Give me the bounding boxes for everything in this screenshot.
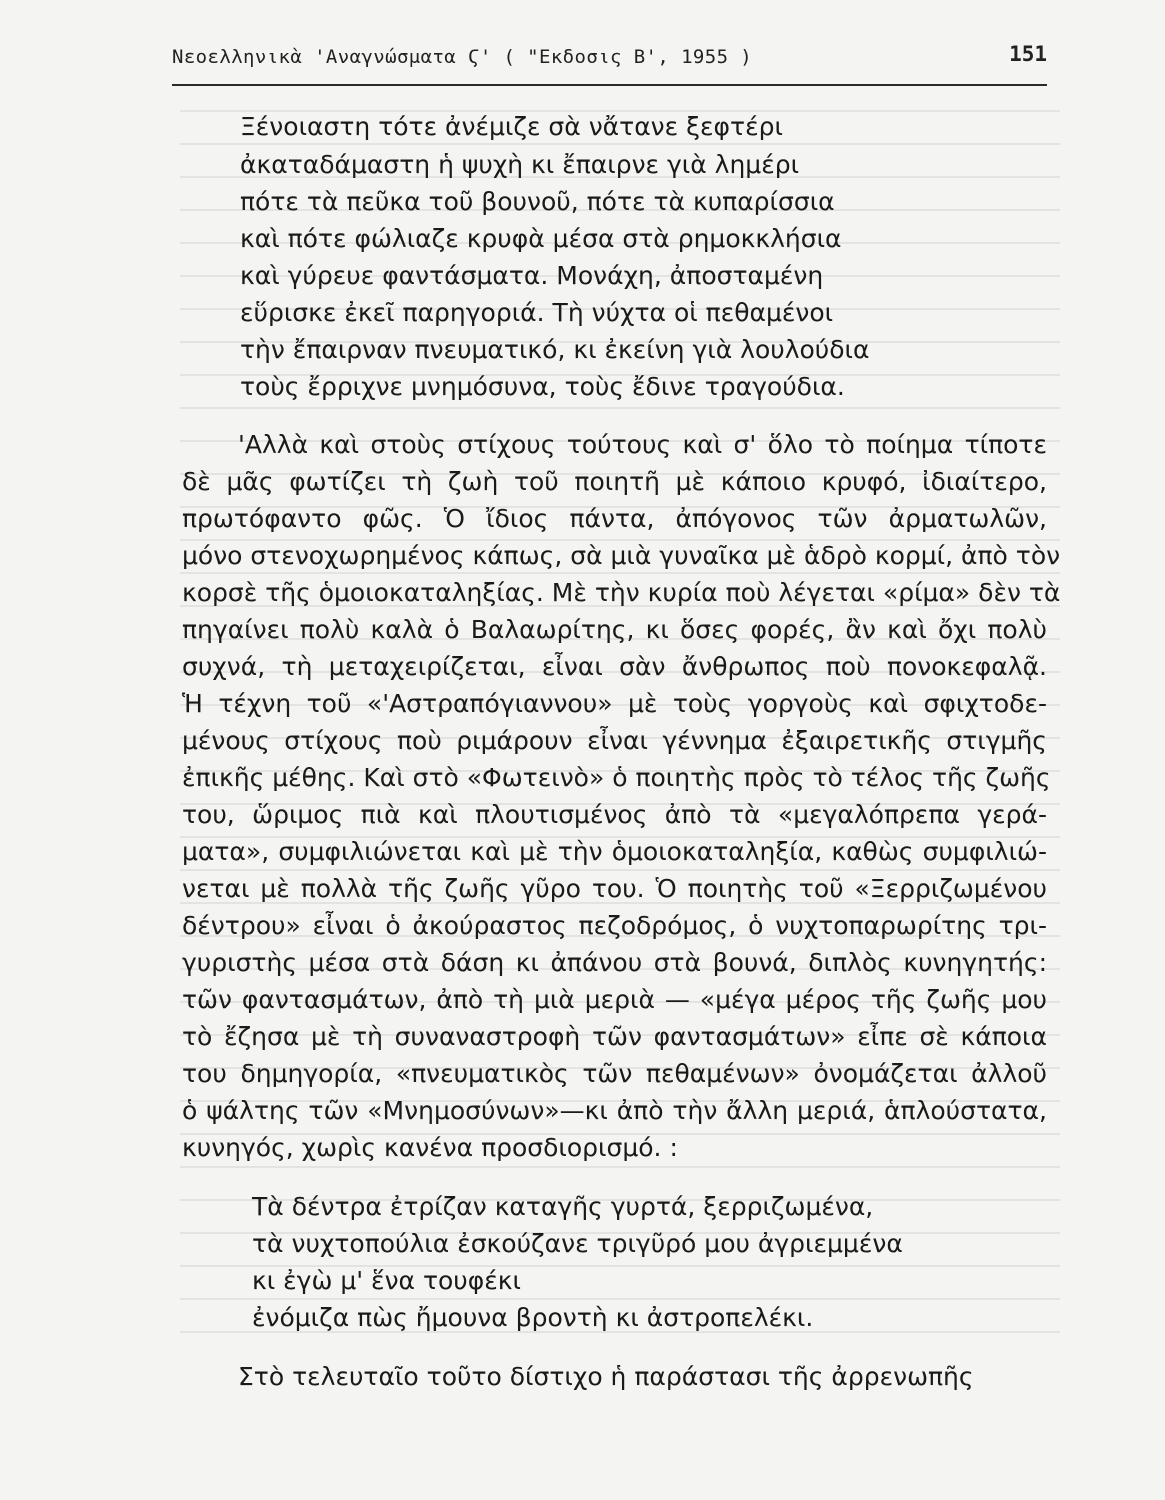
poem-line: τὴν ἔπαιρναν πνευματικό, κι ἐκείνη γιὰ λουλούδια xyxy=(240,335,870,364)
prose-line: πηγαίνει πολὺ καλὰ ὁ Βαλαωρίτης, κι ὅσες φορές, ἂν καὶ ὄχι πολὺ xyxy=(182,615,1047,644)
poem-line: ἐνόμιζα πὼς ἤμουνα βροντὴ κι ἀστροπελέκι. xyxy=(252,1303,814,1332)
prose-line: ὁ ψάλτης τῶν «Μνημοσύνων»—κι ἀπὸ τὴν ἄλλη μεριά, ἁπλούστατα, xyxy=(182,1096,1047,1125)
prose-line: κορσὲ τῆς ὁμοιοκαταληξίας. Μὲ τὴν κυρία ποὺ λέγεται «ρίμα» δὲν τὰ xyxy=(182,578,1061,607)
poem-line: Ξένοιαστη τότε ἀνέμιζε σὰ νἄτανε ξεφτέρι xyxy=(240,112,783,141)
poem-line: εὕρισκε ἐκεῖ παρηγοριά. Τὴ νύχτα οἱ πεθαμένοι xyxy=(240,298,834,327)
prose-line: Ἡ τέχνη τοῦ «'Αστραπόγιαννου» μὲ τοὺς γοργοὺς καὶ σφιχτοδε- xyxy=(182,689,1047,718)
prose-line: δὲ μᾶς φωτίζει τὴ ζωὴ τοῦ ποιητῆ μὲ κάποιο κρυφό, ἰδιαίτερο, xyxy=(182,467,1047,496)
prose-line: τῶν φαντασμάτων, ἀπὸ τὴ μιὰ μεριὰ — «μέγα μέρος τῆς ζωῆς μου xyxy=(182,985,1047,1014)
prose-line: συχνά, τὴ μεταχειρίζεται, εἶναι σὰν ἄνθρωπος ποὺ πονοκεφαλᾷ. xyxy=(182,652,1047,681)
running-header xyxy=(172,40,1047,86)
prose-line: του, ὥριμος πιὰ καὶ πλουτισμένος ἀπὸ τὰ «μεγαλόπρεπα γερά- xyxy=(182,800,1047,829)
poem-line: τὰ νυχτοπούλια ἐσκούζανε τριγῦρό μου ἀγριεμμένα xyxy=(252,1229,903,1258)
poem-line: καὶ γύρευε φαντάσματα. Μονάχη, ἀποσταμένη xyxy=(240,261,824,290)
prose-line: ἐπικῆς μέθης. Καὶ στὸ «Φωτεινὸ» ὁ ποιητὴς πρὸς τὸ τέλος τῆς ζωῆς xyxy=(182,763,1051,792)
poem-line: πότε τὰ πεῦκα τοῦ βουνοῦ, πότε τὰ κυπαρίσσια xyxy=(240,187,835,216)
prose-line: πρωτόφαντο φῶς. Ὁ ἴδιος πάντα, ἀπόγονος τῶν ἀρματωλῶν, xyxy=(182,504,1047,533)
prose-line: κυνηγός, χωρὶς κανένα προσδιορισμό. : xyxy=(182,1133,678,1162)
prose-line: δέντρου» εἶναι ὁ ἀκούραστος πεζοδρόμος, ὁ νυχτοπαρωρίτης τρι- xyxy=(182,911,1047,940)
prose-line: του δημηγορία, «πνευματικὸς τῶν πεθαμένων» ὀνομάζεται ἀλλοῦ xyxy=(182,1059,1047,1088)
poem-line: τοὺς ἔρριχνε μνημόσυνα, τοὺς ἔδινε τραγούδια. xyxy=(240,372,845,401)
prose-line: μόνο στενοχωρημένος κάπως, σὰ μιὰ γυναῖκα μὲ ἁδρὸ κορμί, ἀπὸ τὸν xyxy=(182,541,1061,570)
prose-line: νεται μὲ πολλὰ τῆς ζωῆς γῦρο του. Ὁ ποιητὴς τοῦ «Ξερριζωμένου xyxy=(182,874,1047,903)
prose-line: γυριστὴς μέσα στὰ δάση κι ἀπάνου στὰ βουνά, διπλὸς κυνηγητής: xyxy=(182,948,1047,977)
poem-line: ἀκαταδάμαστη ἡ ψυχὴ κι ἔπαιρνε γιὰ λημέρι xyxy=(240,150,800,179)
prose-line: 'Αλλὰ καὶ στοὺς στίχους τούτους καὶ σ' ὅλο τὸ ποίημα τίποτε xyxy=(238,430,1047,459)
prose-line: ματα», συμφιλιώνεται καὶ μὲ τὴν ὁμοιοκαταληξία, καθὼς συμφιλιώ- xyxy=(182,837,1047,866)
page-number: 151 xyxy=(1009,42,1047,66)
prose-line: τὸ ἔζησα μὲ τὴ συναναστροφὴ τῶν φαντασμάτων» εἶπε σὲ κάποια xyxy=(182,1022,1047,1051)
poem-line: καὶ πότε φώλιαζε κρυφὰ μέσα στὰ ρημοκκλήσια xyxy=(240,224,842,253)
poem-line: Τὰ δέντρα ἐτρίζαν καταγῆς γυρτά, ξερριζωμένα, xyxy=(252,1192,874,1221)
closing-line: Στὸ τελευταῖο τοῦτο δίστιχο ἡ παράστασι τῆς ἀρρενωπῆς xyxy=(238,1362,974,1391)
prose-line: μένους στίχους ποὺ ριμάρουν εἶναι γέννημα ἐξαιρετικῆς στιγμῆς xyxy=(182,726,1047,755)
poem-line: κι ἐγὼ μ' ἕνα τουφέκι xyxy=(252,1266,521,1295)
header-title: Νεοελληνικὰ 'Αναγνώσματα Ϛ' ( "Εκδοσις Β', 1955 ) xyxy=(172,46,753,68)
